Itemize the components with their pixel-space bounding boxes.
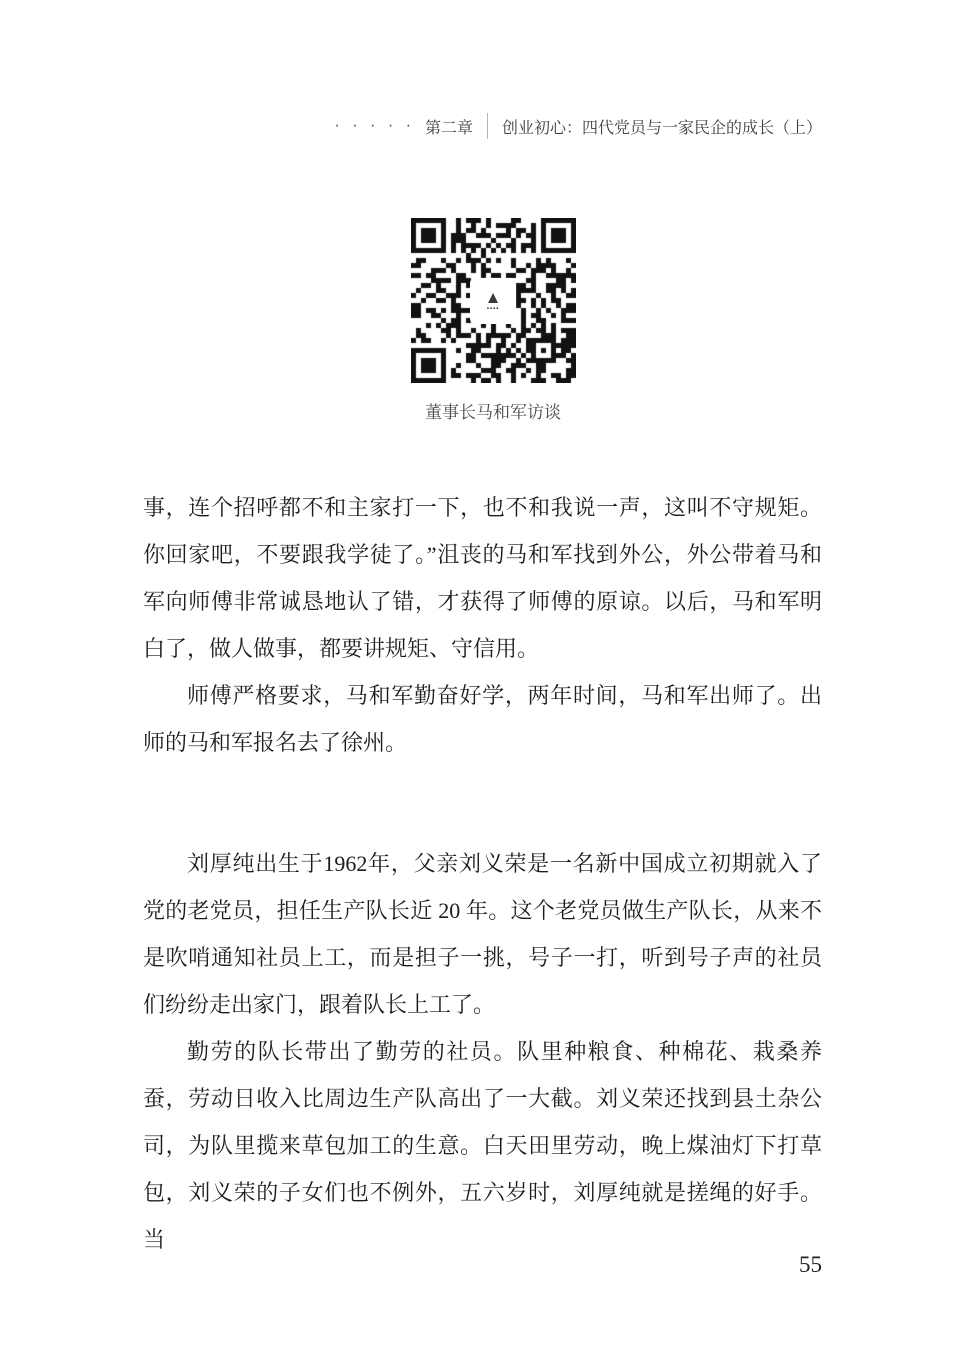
paragraph-4: 勤劳的队长带出了勤劳的社员。队里种粮食、种棉花、栽桑养蚕，劳动日收入比周边生产队高出了一大截。刘义荣还找到县土杂公司，为队里揽来草包加工的生意。白天田里劳动，晚上煤油灯下打草包，刘义荣的子女们也不例外，五六岁时，刘厚纯就是搓绳的好手。当 <box>143 1039 822 1252</box>
running-header <box>335 113 822 139</box>
page-number: 55 <box>799 1252 822 1277</box>
triangle-logo-icon: ▲ <box>484 287 502 307</box>
qr-code-image <box>411 218 576 383</box>
paragraph-3: 刘厚纯出生于1962年，父亲刘义荣是一名新中国成立初期就入了党的老党员，担任生产队长近 20 年。这个老党员做生产队长，从来不是吹哨通知社员上工，而是担子一挑，号子一打，听到号子声的社员们纷纷走出家门，跟着队长上工了。 <box>143 851 822 1017</box>
chapter-title: 创业初心：四代党员与一家民企的成长（上） <box>501 119 822 137</box>
chapter-number: 第二章 <box>424 119 473 137</box>
body-text <box>143 484 822 1263</box>
section-break <box>143 766 822 840</box>
qr-figure <box>409 218 577 423</box>
qr-center-logo <box>470 278 516 324</box>
header-divider <box>487 113 488 139</box>
paragraph-1: 事，连个招呼都不和主家打一下，也不和我说一声，这叫不守规矩。你回家吧，不要跟我学徒了。”沮丧的马和军找到外公，外公带着马和军向师傅非常诚恳地认了错，才获得了师傅的原谅。以后，马和军明白了，做人做事，都要讲规矩、守信用。 <box>143 495 822 661</box>
logo-text-marks: ▪▪▪▪ <box>486 305 500 312</box>
figure-caption: 董事长马和军访谈 <box>425 403 561 422</box>
header-dots: · · · · · <box>334 117 415 134</box>
paragraph-2: 师傅严格要求，马和军勤奋好学，两年时间，马和军出师了。出师的马和军报名去了徐州。 <box>143 683 822 755</box>
